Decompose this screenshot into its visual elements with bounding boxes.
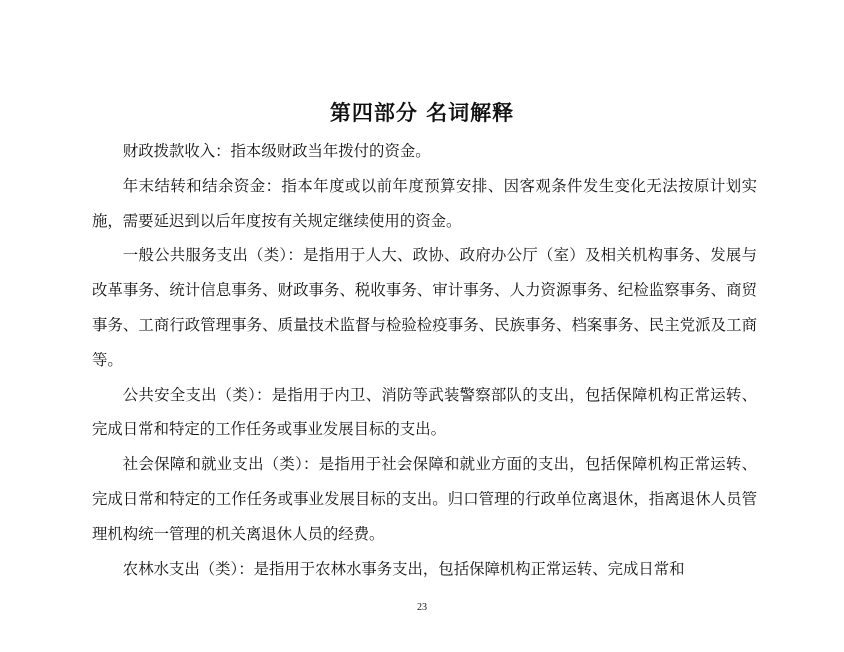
page-title: 第四部分 名词解释: [329, 101, 515, 125]
body-text: [92, 134, 757, 586]
paragraph-public-security: 公共安全支出（类）：是指用于内卫、消防等武装警察部队的支出，包括保障机构正常运转、完成日常和特定的工作任务或事业发展目标的支出。: [92, 385, 757, 439]
page-number: 23: [417, 602, 427, 613]
paragraph-social-security-employment: 社会保障和就业支出（类）：是指用于社会保障和就业方面的支出，包括保障机构正常运转、完成日常和特定的工作任务或事业发展目标的支出。归口管理的行政单位离退休，指离退休人员管理机构统一管理的机关离退休人员的经费。: [92, 455, 757, 543]
paragraph-fiscal-appropriation-income: 财政拨款收入：指本级财政当年拨付的资金。: [122, 142, 431, 160]
paragraph-general-public-services: 一般公共服务支出（类）：是指用于人大、政协、政府办公厅（室）及相关机构事务、发展与改革事务、统计信息事务、财政事务、税收事务、审计事务、人力资源事务、纪检监察事务、商贸事务、工商行政管理事务、质量技术监督与检验检疫事务、民族事务、档案事务、民主党派及工商等。: [92, 246, 757, 369]
paragraph-year-end-carryover: 年末结转和结余资金：指本年度或以前年度预算安排、因客观条件发生变化无法按原计划实施，需要延迟到以后年度按有关规定继续使用的资金。: [92, 176, 757, 230]
paragraph-agriculture-forestry-water: 农林水支出（类）：是指用于农林水事务支出，包括保障机构正常运转、完成日常和: [122, 559, 685, 578]
